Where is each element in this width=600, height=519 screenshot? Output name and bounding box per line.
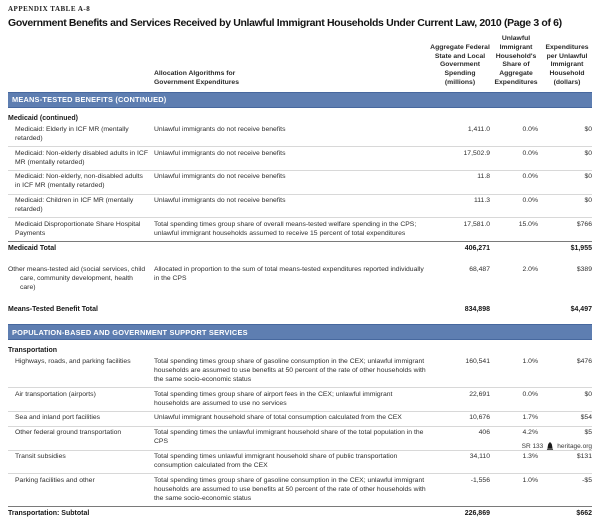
- subsection-medicaid-continued: Medicaid (continued): [8, 114, 78, 122]
- total-per-household: $4,497: [570, 305, 592, 313]
- section-header-population-based: POPULATION-BASED AND GOVERNMENT SUPPORT SERVICES: [8, 324, 592, 340]
- means-tested-benefit-total-row: [8, 303, 592, 315]
- column-header-share: Unlawful Immigrant Household's Share of Aggregate Expenditures: [494, 35, 538, 87]
- row-spending: 160,541: [465, 358, 490, 366]
- row-spending: 34,110: [469, 452, 490, 460]
- table-column-headers: [8, 35, 592, 92]
- row-per-household: $0: [584, 390, 592, 398]
- row-share: 1.7%: [522, 414, 538, 422]
- row-spending: 111.3: [474, 197, 490, 205]
- column-header-spending: Aggregate Federal State and Local Government Spending (millions): [430, 43, 490, 87]
- table-row: [8, 170, 592, 194]
- column-header-per-household: Expenditures per Unlawful Immigrant Household (dollars): [545, 43, 589, 87]
- row-per-household: -$5: [582, 476, 592, 484]
- row-label: Medicaid: Children in ICF MR (mentally retarded): [15, 197, 134, 213]
- medicaid-total-row: [8, 241, 592, 254]
- row-share: 1.0%: [522, 476, 538, 484]
- row-share: 1.3%: [522, 452, 538, 460]
- row-label: Parking facilities and other: [15, 476, 95, 484]
- transportation-subtotal-row: [8, 506, 592, 519]
- section-header-means-tested: MEANS-TESTED BENEFITS (CONTINUED): [8, 92, 592, 108]
- row-label: Other federal ground transportation: [15, 429, 122, 437]
- total-spacer: [494, 306, 538, 313]
- row-algorithm: Unlawful immigrants do not receive benefits: [154, 149, 286, 157]
- total-spacer: [154, 306, 426, 313]
- row-spending: 17,502.9: [463, 149, 490, 157]
- table-row: [8, 387, 592, 411]
- row-share: 4.2%: [522, 429, 538, 437]
- row-algorithm: Total spending times the unlawful immigrant household share of the total population in the CPS: [154, 429, 424, 446]
- row-share: 1.0%: [522, 358, 538, 366]
- appendix-label: APPENDIX TABLE A-8: [8, 5, 91, 13]
- row-share: 0.0%: [522, 125, 538, 133]
- column-header-algorithm: Allocation Algorithms for Government Expenditures: [154, 70, 239, 87]
- row-label: Air transportation (airports): [15, 390, 96, 398]
- row-per-household: $5: [584, 429, 592, 437]
- row-algorithm: Unlawful immigrant household share of total consumption calculated from the CEX: [154, 414, 402, 422]
- row-per-household: $0: [584, 197, 592, 205]
- row-spending: 1,411.0: [467, 125, 490, 133]
- row-per-household: $389: [576, 265, 592, 273]
- row-per-household: $0: [584, 125, 592, 133]
- row-spending: 406: [478, 429, 490, 437]
- row-algorithm: Total spending times group share of airport fees in the CEX; unlawful immigrant households are assumed to use no services: [154, 390, 393, 407]
- row-share: 0.0%: [522, 173, 538, 181]
- total-spending: 834,898: [464, 305, 490, 313]
- total-spacer: [154, 245, 426, 252]
- total-spacer: [494, 245, 538, 252]
- total-label: Means-Tested Benefit Total: [8, 305, 98, 313]
- total-spending: 226,869: [464, 509, 490, 517]
- row-algorithm: Unlawful immigrants do not receive benefits: [154, 125, 286, 133]
- row-share: 15.0%: [518, 220, 538, 228]
- page-title: Government Benefits and Services Received by Unlawful Immigrant Households Under Current Law, 2010 (Page 3 of 6): [8, 17, 562, 29]
- row-share: 0.0%: [522, 197, 538, 205]
- row-per-household: $54: [580, 414, 592, 422]
- row-per-household: $131: [576, 452, 592, 460]
- table-row: [8, 217, 592, 241]
- table-row: [8, 263, 592, 295]
- row-algorithm: Total spending times group share of gasoline consumption in the CEX; unlawful immigrant households are assumed to use benefits at 50 percent of the rate of other households with the same socio-economic status: [154, 358, 426, 383]
- row-label: Highways, roads, and parking facilities: [15, 358, 131, 366]
- row-algorithm: Total spending times unlawful immigrant household share of public transportation consumption calculated from the CEX: [154, 452, 398, 469]
- report-id: SR 133: [521, 442, 544, 450]
- table-row: [8, 450, 592, 474]
- heritage-logo-icon: [546, 442, 554, 450]
- row-spending: -1,556: [470, 476, 490, 484]
- row-label: Medicaid: Non-elderly, non-disabled adults in ICF MR (mentally retarded): [15, 173, 143, 190]
- row-share: 0.0%: [522, 390, 538, 398]
- row-label: Other means-tested aid (social services, child care, community development, health care): [8, 265, 146, 291]
- row-spending: 10,676: [469, 414, 490, 422]
- row-spending: 22,691: [469, 390, 490, 398]
- row-label: Medicaid: Elderly in ICF MR (mentally retarded): [15, 125, 129, 142]
- row-label: Medicaid: Non-elderly disabled adults in ICF MR (mentally retarded): [15, 149, 148, 166]
- row-spending: 17,581.0: [463, 220, 490, 228]
- table-row: [8, 411, 592, 426]
- site-name: heritage.org: [557, 442, 592, 450]
- row-algorithm: Unlawful immigrants do not receive benefits: [154, 197, 286, 205]
- total-label: Medicaid Total: [8, 244, 57, 252]
- row-algorithm: Allocated in proportion to the sum of total means-tested expenditures reported individually in the CPS: [154, 265, 424, 282]
- row-per-household: $0: [584, 149, 592, 157]
- total-per-household: $1,955: [570, 244, 592, 252]
- total-per-household: $662: [576, 509, 592, 517]
- total-spending: 406,271: [464, 244, 490, 252]
- row-per-household: $766: [576, 220, 592, 228]
- table-row: [8, 123, 592, 146]
- row-per-household: $0: [584, 173, 592, 181]
- table-row: [8, 473, 592, 506]
- row-label: Sea and inland port facilities: [15, 414, 101, 422]
- total-spacer: [154, 510, 426, 517]
- total-spacer: [494, 510, 538, 517]
- total-label: Transportation: Subtotal: [8, 509, 90, 517]
- row-algorithm: Total spending times group share of overall means-tested welfare spending in the CPS; unlawful immigrant households assumed to receive 15 percent of total expenditures: [154, 220, 417, 237]
- table-row: [8, 146, 592, 170]
- subsection-transportation: Transportation: [8, 347, 58, 355]
- table-row: [8, 194, 592, 218]
- row-algorithm: Unlawful immigrants do not receive benefits: [154, 173, 286, 181]
- row-algorithm: Total spending times group share of gasoline consumption in the CEX; unlawful immigrant households are assumed to use benefits at 50 percent of the rate of other households with the same socio-economic status: [154, 476, 426, 502]
- row-share: 2.0%: [522, 265, 538, 273]
- page-footer: [522, 442, 592, 450]
- row-spending: 68,487: [469, 265, 490, 273]
- row-label: Medicaid Disproportionate Share Hospital Payments: [15, 220, 141, 237]
- row-spending: 11.8: [477, 173, 490, 181]
- table-row: [8, 356, 592, 388]
- row-label: Transit subsidies: [15, 452, 66, 460]
- row-share: 0.0%: [522, 149, 538, 157]
- row-per-household: $476: [576, 358, 592, 366]
- table-row: [8, 426, 592, 450]
